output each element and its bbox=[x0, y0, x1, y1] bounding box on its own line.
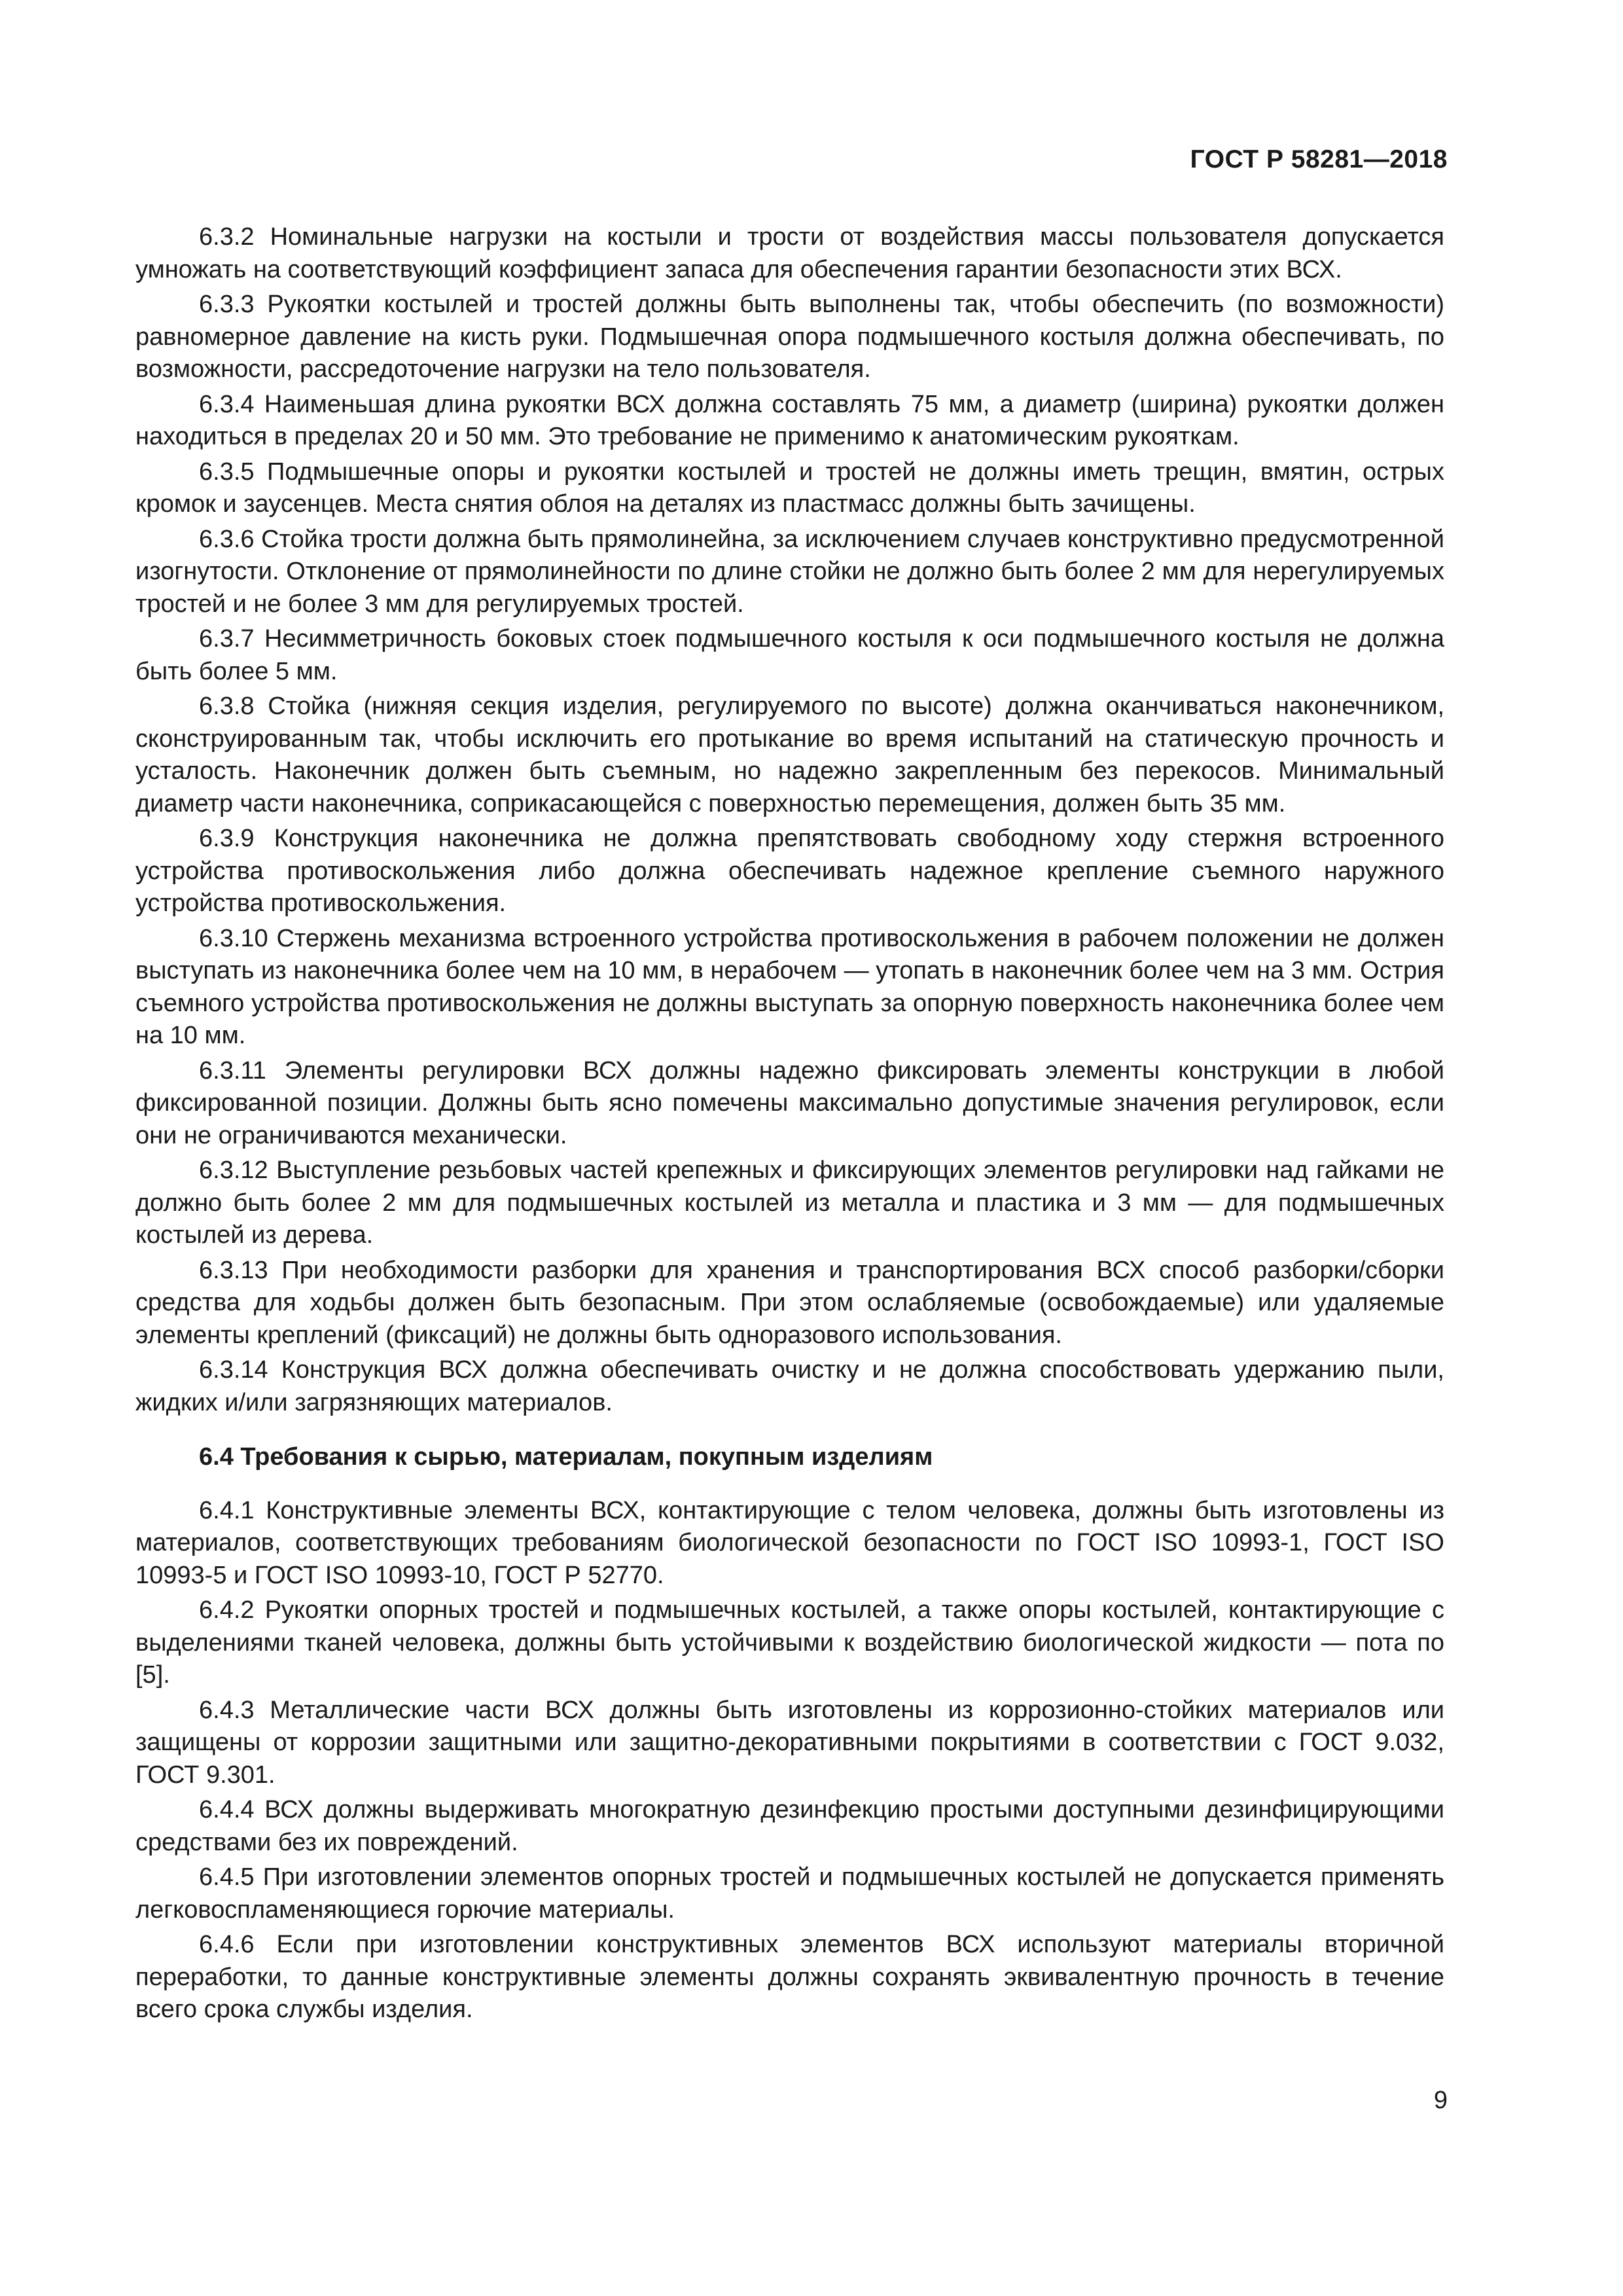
paragraph-6-4-4: 6.4.4 ВСХ должны выдерживать многократную дезинфекцию простыми доступными дезинфицирующими средствами без их повреждений. bbox=[135, 1796, 1444, 1856]
paragraph-6-3-5: 6.3.5 Подмышечные опоры и рукоятки костылей и тростей не должны иметь трещин, вмятин, острых кромок и заусенцев. Места снятия облоя на деталях из пластмасс должны быть зачищены. bbox=[135, 457, 1444, 518]
paragraph-6-3-10: 6.3.10 Стержень механизма встроенного устройства противоскольжения в рабочем положении не должен выступать из наконечника более чем на 10 мм, в нерабочем — утопать в наконечник более чем на 3 мм. Острия съемного устройства противоскольжения не должны выступать за опорную поверхность наконечника более чем на 10 мм. bbox=[135, 924, 1444, 1049]
paragraph-6-4-2: 6.4.2 Рукоятки опорных тростей и подмышечных костылей, а также опоры костылей, контактирующие с выделениями тканей человека, должны быть устойчивыми к воздействию биологической жидкости — пота по [5]. bbox=[135, 1596, 1444, 1689]
paragraph-6-4-6: 6.4.6 Если при изготовлении конструктивных элементов ВСХ используют материалы вторичной переработки, то данные конструктивные элементы должны сохранять эквивалентную прочность в течение всего срока службы изделия. bbox=[135, 1931, 1444, 2023]
paragraph-6-3-2: 6.3.2 Номинальные нагрузки на костыли и трости от воздействия массы пользователя допускается умножать на соответствующий коэффициент запаса для обеспечения гарантии безопасности этих ВСХ. bbox=[135, 223, 1444, 283]
paragraph-6-3-12: 6.3.12 Выступление резьбовых частей крепежных и фиксирующих элементов регулировки над гайками не должно быть более 2 мм для подмышечных костылей из металла и пластика и 3 мм — для подмышечных костылей из дерева. bbox=[135, 1157, 1444, 1249]
paragraph-6-3-13: 6.3.13 При необходимости разборки для хранения и транспортирования ВСХ способ разборки/сборки средства для ходьбы должен быть безопасным. При этом ослабляемые (освобождаемые) или удаляемые элементы креплений (фиксаций) не должны быть одноразового использования. bbox=[135, 1256, 1444, 1349]
paragraph-6-3-11: 6.3.11 Элементы регулировки ВСХ должны надежно фиксировать элементы конструкции в любой фиксированной позиции. Должны быть ясно помечены максимально допустимые значения регулировок, если они не ограничиваются механически. bbox=[135, 1056, 1444, 1149]
paragraph-6-3-7: 6.3.7 Несимметричность боковых стоек подмышечного костыля к оси подмышечного костыля не должна быть более 5 мм. bbox=[135, 625, 1444, 685]
section-heading-6-4: 6.4 Требования к сырью, материалам, покупным изделиям bbox=[199, 1443, 933, 1471]
paragraph-6-3-3: 6.3.3 Рукоятки костылей и тростей должны быть выполнены так, чтобы обеспечить (по возможности) равномерное давление на кисть руки. Подмышечная опора подмышечного костыля должна обеспечивать, по возможности, рассредоточение нагрузки на тело пользователя. bbox=[135, 291, 1444, 383]
paragraph-6-3-4: 6.3.4 Наименьшая длина рукоятки ВСХ должна составлять 75 мм, а диаметр (ширина) рукоятки должен находиться в пределах 20 и 50 мм. Это требование не применимо к анатомическим рукояткам. bbox=[135, 390, 1444, 450]
paragraph-6-4-3: 6.4.3 Металлические части ВСХ должны быть изготовлены из коррозионно-стойких материалов или защищены от коррозии защитными или защитно-декоративными покрытиями в соответствии с ГОСТ 9.032, ГОСТ 9.301. bbox=[135, 1696, 1444, 1789]
document-header-id: ГОСТ Р 58281—2018 bbox=[1190, 145, 1448, 173]
paragraph-6-3-8: 6.3.8 Стойка (нижняя секция изделия, регулируемого по высоте) должна оканчиваться наконечником, сконструированным так, чтобы исключить его протыкание во время испытаний на статическую прочность и усталость. Наконечник должен быть съемным, но надежно закрепленным без перекосов. Минимальный диаметр части наконечника, соприкасающейся с поверхностью перемещения, должен быть 35 мм. bbox=[135, 692, 1444, 817]
paragraph-6-3-14: 6.3.14 Конструкция ВСХ должна обеспечивать очистку и не должна способствовать удержанию пыли, жидких и/или загрязняющих материалов. bbox=[135, 1356, 1444, 1416]
paragraph-6-3-9: 6.3.9 Конструкция наконечника не должна препятствовать свободному ходу стержня встроенного устройства противоскольжения либо должна обеспечивать надежное крепление съемного наружного устройства противоскольжения. bbox=[135, 825, 1444, 917]
paragraph-6-3-6: 6.3.6 Стойка трости должна быть прямолинейна, за исключением случаев конструктивно предусмотренной изогнутости. Отклонение от прямолинейности по длине стойки не должно быть более 2 мм для нерегулируемых тростей и не более 3 мм для регулируемых тростей. bbox=[135, 525, 1444, 618]
page-number: 9 bbox=[1433, 2087, 1448, 2114]
paragraph-6-4-5: 6.4.5 При изготовлении элементов опорных тростей и подмышечных костылей не допускается применять легковоспламеняющиеся горючие материалы. bbox=[135, 1863, 1444, 1924]
page-body bbox=[135, 221, 1444, 2029]
paragraph-6-4-1: 6.4.1 Конструктивные элементы ВСХ, контактирующие с телом человека, должны быть изготовлены из материалов, соответствующих требованиям биологической безопасности по ГОСТ ISO 10993-1, ГОСТ ISO 10993-5 и ГОСТ ISO 10993-10, ГОСТ Р 52770. bbox=[135, 1496, 1444, 1589]
